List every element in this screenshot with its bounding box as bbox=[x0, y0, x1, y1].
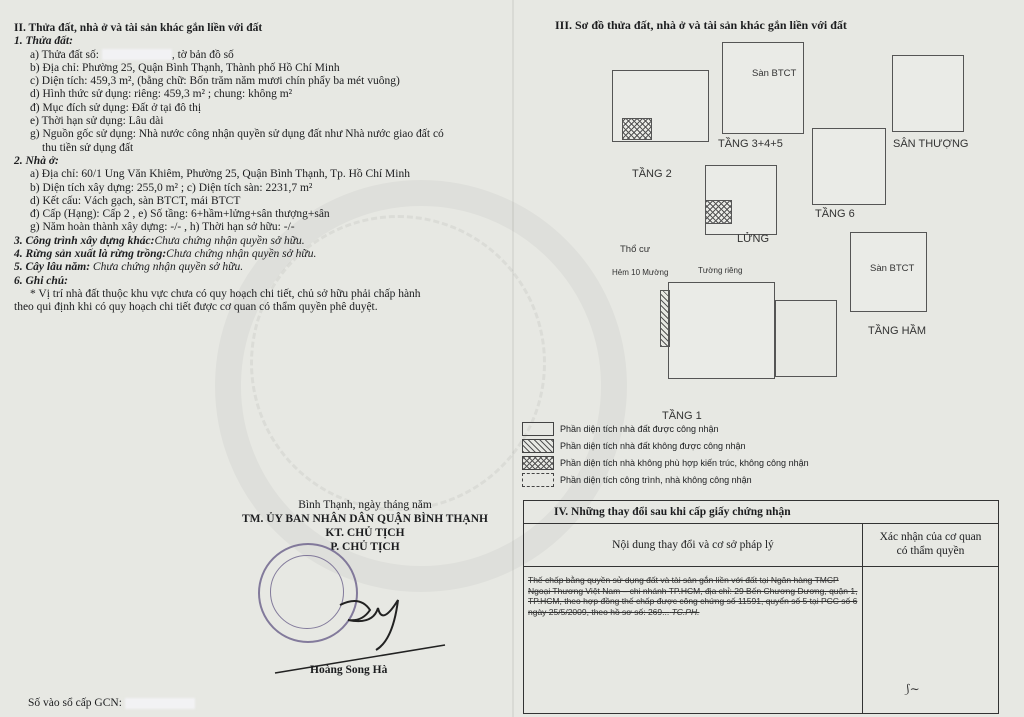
change-entry bbox=[528, 575, 858, 617]
initials-scribble-icon: ⟆∼ bbox=[905, 682, 920, 696]
section3-title: III. Sơ đồ thửa đất, nhà ở và tài sản khác gắn liền với đất bbox=[555, 18, 847, 32]
perennial-trees-value: Chưa chứng nhận quyền sở hữu. bbox=[92, 261, 244, 274]
left-column bbox=[14, 22, 504, 315]
land-address: b) Địa chỉ: Phường 25, Quận Bình Thạnh, Thành phố Hồ Chí Minh bbox=[30, 61, 340, 74]
changes-table-title: IV. Những thay đổi sau khi cấp giấy chứng nhận bbox=[524, 501, 998, 524]
planted-forest-value: Chưa chứng nhận quyền sở hữu. bbox=[166, 248, 317, 261]
signature-block bbox=[200, 498, 530, 554]
plan-label-tuong-rieng: Tường riêng bbox=[698, 266, 743, 275]
col-header-content: Nội dung thay đổi và cơ sở pháp lý bbox=[612, 539, 774, 551]
legend-swatch-hatch bbox=[522, 439, 554, 453]
change-entry-sign: TC.PH. bbox=[671, 606, 700, 617]
land-area: c) Diện tích: 459,3 m², (bằng chữ: Bốn trăm năm mươi chín phẩy ba mét vuông) bbox=[30, 75, 400, 88]
redacted-field bbox=[102, 49, 172, 60]
floor-plan-tang1-ext bbox=[775, 300, 837, 377]
legend-item bbox=[522, 471, 809, 488]
land-heading: 1. Thửa đất: bbox=[14, 35, 73, 48]
legend-text: Phần diện tích công trình, nhà không công nhận bbox=[560, 474, 752, 485]
plan-label-hem: Hẻm 10 Mường bbox=[612, 268, 669, 277]
note-line-2: theo qui định khi có quy hoạch chi tiết được cơ quan có thẩm quyền phê duyệt. bbox=[14, 301, 378, 314]
column-divider bbox=[862, 566, 863, 713]
legend-text: Phần diện tích nhà đất được công nhận bbox=[560, 423, 719, 434]
planted-forest bbox=[14, 248, 504, 261]
changes-table bbox=[523, 500, 999, 714]
change-entry-text: Thế chấp bằng quyền sử dụng đất và tài sản gắn liền với đất tại Ngân hàng TMCP Ngoại Thương Việt Nam – chi nhánh TP.HCM, địa chỉ: 29 Bến Chương Dương, quận 1, TP.HCM, theo hợp đồng thế chấp được công chứng số 11591, quyển số 5 tại PCC số 6 ngày 25/5/2009, theo hồ sơ số: 269... bbox=[528, 575, 858, 617]
gcn-register-label: Số vào sổ cấp GCN: bbox=[28, 697, 122, 709]
signer-role-kt: KT. CHỦ TỊCH bbox=[325, 527, 405, 539]
floor-label-tang2: TẦNG 2 bbox=[632, 168, 672, 180]
section2-title: II. Thửa đất, nhà ở và tài sản khác gắn liền với đất bbox=[14, 22, 263, 34]
land-number-label: a) Thửa đất số: bbox=[30, 48, 99, 61]
col-header-confirmation-l2: có thẩm quyền bbox=[896, 545, 965, 557]
legend-swatch-dashed bbox=[522, 473, 554, 487]
land-map-label: , tờ bản đồ số bbox=[171, 48, 234, 61]
land-origin-cont: thu tiền sử dụng đất bbox=[42, 141, 134, 154]
hatch-area bbox=[705, 200, 732, 224]
house-address: a) Địa chỉ: 60/1 Ung Văn Khiêm, Phường 25, Quận Bình Thạnh, Tp. Hồ Chí Minh bbox=[30, 168, 410, 181]
house-build-area: b) Diện tích xây dựng: 255,0 m² ; c) Diện tích sàn: 2231,7 m² bbox=[30, 181, 313, 194]
floor-label-tang-ham: TẦNG HẦM bbox=[868, 325, 927, 337]
legend-item bbox=[522, 420, 809, 437]
house-heading: 2. Nhà ở: bbox=[14, 154, 59, 167]
floor-plan-tang345 bbox=[722, 42, 804, 134]
plan-label-san-btct: Sàn BTCT bbox=[870, 263, 915, 274]
floor-label-tang345: TẦNG 3+4+5 bbox=[718, 138, 783, 150]
land-number-row bbox=[14, 49, 504, 62]
planted-forest-label: 4. Rừng sản xuất là rừng trồng: bbox=[14, 248, 167, 261]
legend-swatch-crosshatch bbox=[522, 456, 554, 470]
legend bbox=[522, 420, 809, 488]
land-use-form: d) Hình thức sử dụng: riêng: 459,3 m² ; chung: không m² bbox=[30, 88, 293, 101]
hatch-area bbox=[660, 290, 670, 347]
col-header-confirmation-l1: Xác nhận của cơ quan bbox=[879, 531, 982, 543]
other-construction bbox=[14, 235, 504, 248]
col-header-confirmation bbox=[862, 524, 998, 566]
redacted-field bbox=[125, 698, 195, 709]
changes-table-header bbox=[524, 524, 998, 567]
land-origin: g) Nguồn gốc sử dụng: Nhà nước công nhận quyền sử dụng đất như Nhà nước giao đất có bbox=[30, 128, 444, 141]
house-year: g) Năm hoàn thành xây dựng: -/- , h) Thời hạn sở hữu: -/- bbox=[30, 221, 295, 234]
notes-heading: 6. Ghi chú: bbox=[14, 274, 68, 287]
legend-item bbox=[522, 454, 809, 471]
floor-plan-san-thuong bbox=[892, 55, 964, 132]
legend-text: Phần diện tích nhà không phù hợp kiến trúc, không công nhận bbox=[560, 457, 809, 468]
signer-role-pct: P. CHỦ TỊCH bbox=[330, 541, 400, 553]
place-date: Bình Thạnh, ngày tháng năm bbox=[298, 499, 432, 511]
house-grade: đ) Cấp (Hạng): Cấp 2 , e) Số tầng: 6+hầm+lửng+sân thượng+sân bbox=[30, 208, 330, 221]
legend-text: Phần diện tích nhà đất không được công nhận bbox=[560, 440, 746, 451]
gcn-register-number bbox=[28, 697, 195, 709]
floor-plan-tang6 bbox=[812, 128, 886, 205]
plan-label-tho-cu: Thổ cư bbox=[620, 244, 651, 255]
other-construction-value: Chưa chứng nhận quyền sở hữu. bbox=[154, 234, 305, 247]
issuing-org: TM. ỦY BAN NHÂN DÂN QUẬN BÌNH THẠNH bbox=[242, 513, 488, 525]
legend-item bbox=[522, 437, 809, 454]
floor-label-tang1: TẦNG 1 bbox=[662, 410, 702, 422]
plan-label-san-btct: Sàn BTCT bbox=[752, 68, 797, 79]
land-use-purpose: đ) Mục đích sử dụng: Đất ở tại đô thị bbox=[30, 101, 202, 114]
note-line-1: * Vị trí nhà đất thuộc khu vực chưa có quy hoạch chi tiết, chủ sở hữu phải chấp hành bbox=[30, 287, 421, 300]
perennial-trees-label: 5. Cây lâu năm: bbox=[14, 261, 91, 274]
floor-label-san-thuong: SÂN THƯỢNG bbox=[893, 138, 969, 150]
floor-label-lung: LỬNG bbox=[737, 233, 770, 245]
perennial-trees bbox=[14, 261, 504, 274]
hatch-area bbox=[622, 118, 652, 140]
other-construction-label: 3. Công trình xây dựng khác: bbox=[14, 234, 155, 247]
floor-label-tang6: TẦNG 6 bbox=[815, 208, 855, 220]
land-use-term: e) Thời hạn sử dụng: Lâu dài bbox=[30, 115, 164, 128]
legend-swatch-blank bbox=[522, 422, 554, 436]
house-structure: d) Kết cấu: Vách gạch, sàn BTCT, mái BTCT bbox=[30, 194, 241, 207]
signer-name: Hoàng Song Hà bbox=[310, 664, 388, 676]
floor-plan-tang1 bbox=[668, 282, 775, 379]
